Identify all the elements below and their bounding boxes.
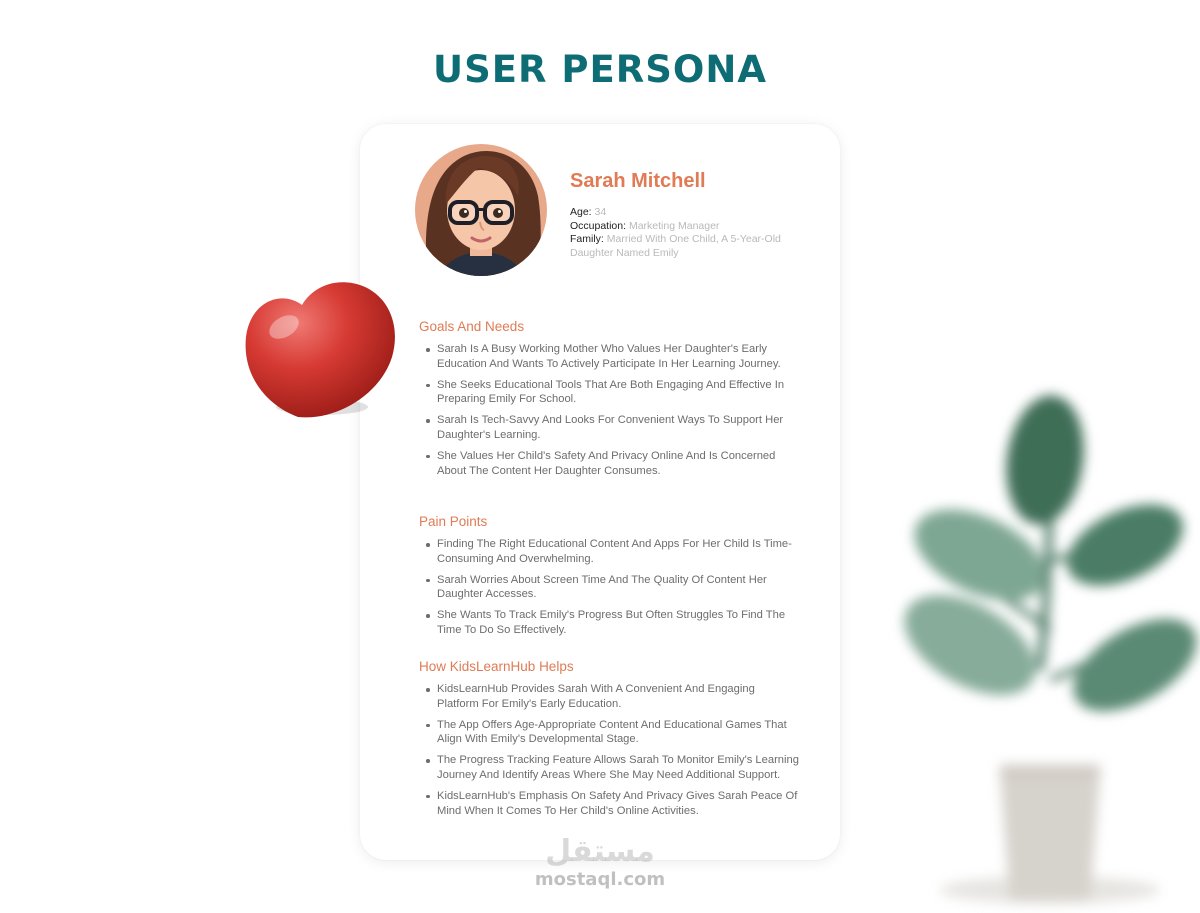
occupation-row	[570, 220, 806, 234]
list-item: She Wants To Track Emily's Progress But Often Struggles To Find The Time To Do So Effectively.	[419, 608, 799, 638]
pain-points-list	[419, 537, 799, 638]
pain-points-section	[419, 514, 799, 644]
plant-illustration	[900, 380, 1200, 913]
persona-card	[360, 124, 840, 860]
list-item: KidsLearnHub Provides Sarah With A Convenient And Engaging Platform For Emily's Early Education.	[419, 682, 799, 712]
how-it-helps-section	[419, 659, 799, 824]
persona-info	[570, 206, 806, 260]
occupation-value: Marketing Manager	[628, 219, 720, 232]
persona-avatar	[414, 134, 548, 284]
list-item: The Progress Tracking Feature Allows Sarah To Monitor Emily's Learning Journey And Identify Areas Where She May Need Additional Support.	[419, 753, 799, 783]
list-item: The App Offers Age-Appropriate Content And Educational Games That Align With Emily's Developmental Stage.	[419, 718, 799, 748]
age-row	[570, 206, 806, 220]
list-item: KidsLearnHub's Emphasis On Safety And Privacy Gives Sarah Peace Of Mind When It Comes To Her Child's Online Activities.	[419, 789, 799, 819]
list-item: Sarah Worries About Screen Time And The Quality Of Content Her Daughter Accesses.	[419, 573, 799, 603]
family-row	[570, 233, 806, 260]
goals-title: Goals And Needs	[419, 319, 525, 334]
family-label: Family:	[570, 233, 604, 246]
watermark	[520, 835, 680, 905]
family-value: Married With One Child, A 5-Year-Old Daughter Named Emily	[570, 233, 781, 259]
watermark-text: mostaql.com	[534, 869, 666, 890]
goals-section	[419, 319, 799, 484]
list-item: Sarah Is A Busy Working Mother Who Values Her Daughter's Early Education And Wants To Actively Participate In Her Learning Journey.	[419, 342, 799, 372]
how-it-helps-title: How KidsLearnHub Helps	[419, 659, 574, 674]
how-it-helps-list	[419, 682, 799, 818]
list-item: She Seeks Educational Tools That Are Both Engaging And Effective In Preparing Emily For School.	[419, 378, 799, 408]
page-title: USER PERSONA	[433, 48, 767, 91]
heart-icon	[236, 275, 404, 425]
age-label: Age:	[570, 206, 592, 218]
age-value: 34	[594, 206, 607, 218]
watermark-logo: مستقل	[545, 834, 655, 869]
list-item: Finding The Right Educational Content And Apps For Her Child Is Time-Consuming And Overwhelming.	[419, 537, 799, 567]
occupation-label: Occupation:	[570, 219, 627, 232]
list-item: Sarah Is Tech-Savvy And Looks For Convenient Ways To Support Her Daughter's Learning.	[419, 413, 799, 443]
list-item: She Values Her Child's Safety And Privacy Online And Is Concerned About The Content Her Daughter Consumes.	[419, 449, 799, 479]
goals-list	[419, 342, 799, 478]
persona-name: Sarah Mitchell	[570, 170, 706, 192]
pain-points-title: Pain Points	[419, 514, 488, 529]
